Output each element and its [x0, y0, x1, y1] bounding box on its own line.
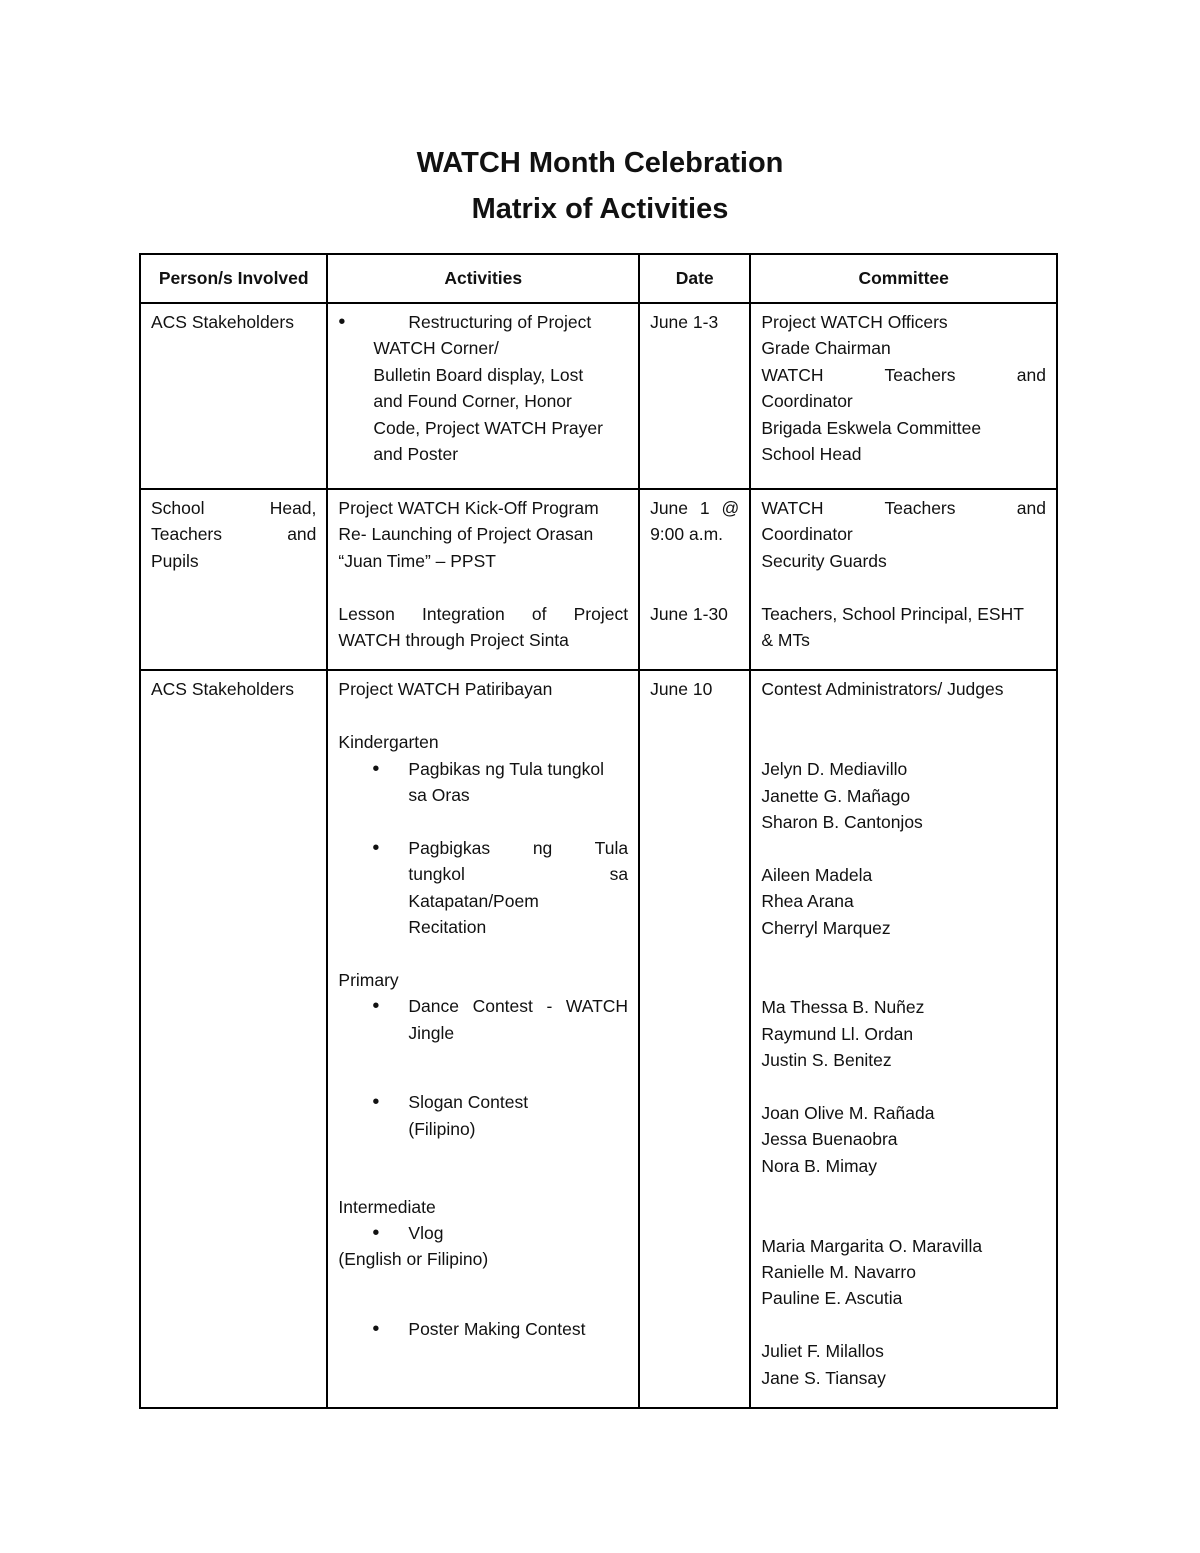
header-date: Date	[639, 254, 750, 303]
cell-persons: ACS Stakeholders	[140, 303, 327, 489]
table-row	[140, 489, 1057, 670]
document-title: WATCH Month Celebration	[416, 147, 784, 179]
judge-name: Nora B. Mimay	[761, 1155, 878, 1176]
judge-name: Jessa Buenaobra	[761, 1129, 898, 1150]
judge-name: Jelyn D. Mediavillo	[761, 759, 908, 780]
header-persons: Person/s Involved	[140, 254, 327, 303]
judge-name: Cherryl Marquez	[761, 917, 891, 938]
table-row	[140, 303, 1057, 489]
table-header-row	[140, 254, 1057, 303]
judge-name: Pauline E. Ascutia	[761, 1288, 903, 1309]
list-item: • Dance Contest - WATCH	[338, 993, 628, 1019]
cell-date: June 10	[639, 670, 750, 1408]
judge-name: Rhea Arana	[761, 891, 854, 912]
header-activities: Activities	[327, 254, 639, 303]
judge-name: Jane S. Tiansay	[761, 1367, 886, 1388]
judge-name: Maria Margarita O. Maravilla	[761, 1235, 983, 1256]
judge-name: Sharon B. Cantonjos	[761, 812, 923, 833]
judge-name: Ranielle M. Navarro	[761, 1262, 916, 1283]
judge-name: Janette G. Mañago	[761, 785, 911, 806]
cell-activities: Project WATCH Patiribayan Kindergarten • Pagbikas ng Tula tungkol sa Oras • Pagbigkas ng Tula tungkol sa Katapatan/Poem Recitation Primary • Dance Contest - WATCH Jingle • Slogan Contest (Filipino) Intermediate • Vlog (English or Filipino) • Poster Making Contest	[327, 670, 639, 1408]
judge-name: Ma Thessa B. Nuñez	[761, 997, 925, 1018]
judge-name: Joan Olive M. Rañada	[761, 1103, 935, 1124]
cell-activities: • Restructuring of Project WATCH Corner/ Bulletin Board display, Lost and Found Corner, Honor Code, Project WATCH Prayer and Poster	[327, 303, 639, 489]
list-item: • Vlog	[338, 1220, 628, 1246]
judge-name: Justin S. Benitez	[761, 1050, 892, 1071]
cell-date: June 1 @ 9:00 a.m. June 1-30	[639, 489, 750, 670]
header-committee: Committee	[750, 254, 1057, 303]
cell-committee: Contest Administrators/ Judges Jelyn D. Mediavillo Janette G. Mañago Sharon B. Cantonjos Aileen Madela Rhea Arana Cherryl Marquez Ma Thessa B. Nuñez Raymund Ll. Ordan Justin S. Benitez Joan Olive M. Rañada Jessa Buenaobra Nora B. Mimay Maria Margarita O. Maravilla Ranielle M. Navarro Pauline E. Ascutia Juliet F. Milallos Jane S. Tiansay	[750, 670, 1057, 1408]
list-item: • Restructuring of Project	[338, 309, 628, 335]
list-item: • Slogan Contest	[338, 1089, 628, 1115]
judge-name: Juliet F. Milallos	[761, 1341, 884, 1362]
cell-committee: WATCH Teachers and Coordinator Security Guards Teachers, School Principal, ESHT & MTs	[750, 489, 1057, 670]
cell-persons: ACS Stakeholders	[140, 670, 327, 1408]
list-item: • Poster Making Contest	[338, 1316, 628, 1342]
document-subtitle: Matrix of Activities	[471, 193, 729, 225]
table-row	[140, 670, 1057, 1408]
cell-persons: School Head, Teachers and Pupils	[140, 489, 327, 670]
judge-name: Aileen Madela	[761, 864, 873, 885]
list-item: • Pagbikas ng Tula tungkol	[338, 756, 628, 782]
list-item: • Pagbigkas ng Tula	[338, 835, 628, 861]
cell-date: June 1-3	[639, 303, 750, 489]
cell-committee: Project WATCH Officers Grade Chairman WATCH Teachers and Coordinator Brigada Eskwela Committee School Head	[750, 303, 1057, 489]
activities-matrix-table	[139, 253, 1058, 1409]
cell-activities: Project WATCH Kick-Off Program Re- Launching of Project Orasan “Juan Time” – PPST Lesson Integration of Project WATCH through Project Sinta	[327, 489, 639, 670]
judge-name: Raymund Ll. Ordan	[761, 1023, 914, 1044]
